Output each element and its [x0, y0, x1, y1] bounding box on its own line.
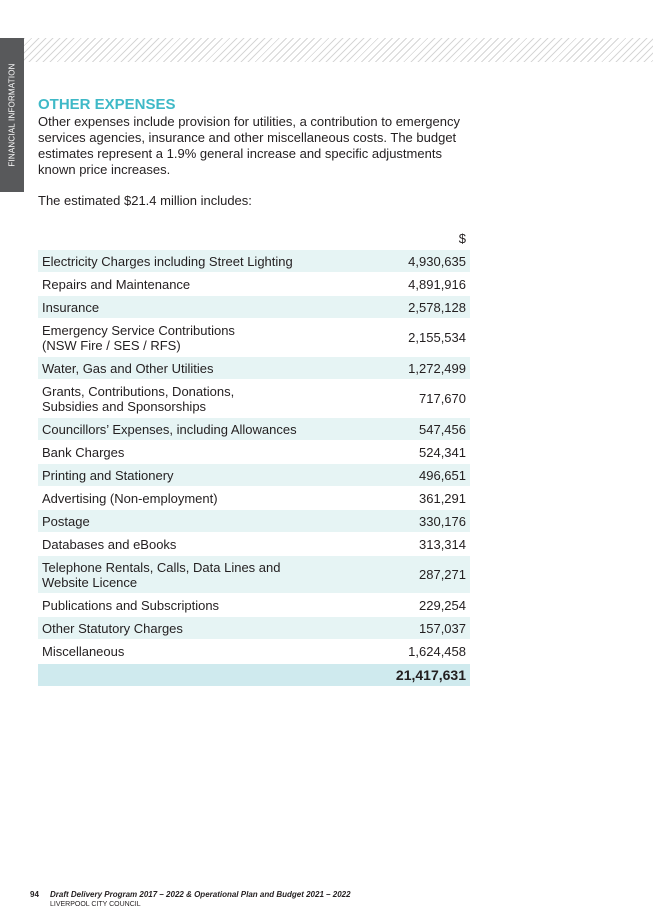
table-row: [38, 418, 470, 441]
side-tab-label: FINANCIAL INFORMATION: [7, 63, 17, 167]
row-value: 4,891,916: [392, 273, 470, 296]
side-section-tab: [0, 38, 24, 192]
row-label: Water, Gas and Other Utilities: [38, 357, 392, 380]
table-row: [38, 533, 470, 556]
table-row: [38, 640, 470, 664]
row-label: Other Statutory Charges: [38, 617, 392, 640]
row-value: 547,456: [392, 418, 470, 441]
table-row: [38, 357, 470, 380]
row-label: Miscellaneous: [38, 640, 392, 664]
row-value: 287,271: [392, 556, 470, 594]
section-title: OTHER EXPENSES: [38, 96, 176, 113]
row-value: 361,291: [392, 487, 470, 510]
table-row: [38, 319, 470, 357]
footer-document-title: Draft Delivery Program 2017 – 2022 & Operational Plan and Budget 2021 – 2022: [50, 890, 351, 899]
table-total-row: [38, 663, 470, 686]
row-label: Printing and Stationery: [38, 464, 392, 487]
row-value: 330,176: [392, 510, 470, 533]
row-label: Publications and Subscriptions: [38, 594, 392, 617]
table-row: [38, 617, 470, 640]
row-value: 2,578,128: [392, 296, 470, 319]
table-row: [38, 594, 470, 617]
row-label: Advertising (Non-employment): [38, 487, 392, 510]
row-value: 313,314: [392, 533, 470, 556]
lead-sentence: The estimated $21.4 million includes:: [38, 193, 252, 208]
header-hatch-band: [24, 38, 653, 62]
table-row: [38, 250, 470, 273]
table-row: [38, 510, 470, 533]
row-value: 229,254: [392, 594, 470, 617]
table-row: [38, 556, 470, 594]
row-label: Emergency Service Contributions (NSW Fire / SES / RFS): [38, 319, 392, 357]
row-label: Databases and eBooks: [38, 533, 392, 556]
page-number: 94: [30, 890, 39, 899]
table-header-row: [38, 227, 470, 250]
table-row: [38, 380, 470, 418]
footer-organisation: LIVERPOOL CITY COUNCIL: [50, 901, 141, 908]
currency-header: $: [458, 230, 466, 246]
table-row: [38, 464, 470, 487]
row-label: Insurance: [38, 296, 392, 319]
row-value: 524,341: [392, 441, 470, 464]
table-row: [38, 273, 470, 296]
row-label: Bank Charges: [38, 441, 392, 464]
table-row: [38, 487, 470, 510]
row-value: 1,272,499: [392, 357, 470, 380]
row-value: 717,670: [392, 380, 470, 418]
row-value: 1,624,458: [392, 640, 470, 664]
row-value: 157,037: [392, 617, 470, 640]
header-spacer: [38, 227, 392, 250]
row-value: 496,651: [392, 464, 470, 487]
row-label: Repairs and Maintenance: [38, 273, 392, 296]
row-value: 4,930,635: [392, 250, 470, 273]
total-label-cell: [38, 663, 392, 686]
table-row: [38, 441, 470, 464]
expenses-table: [38, 227, 470, 686]
row-label: Councillors’ Expenses, including Allowances: [38, 418, 392, 441]
row-label: Grants, Contributions, Donations, Subsidies and Sponsorships: [38, 380, 392, 418]
row-label: Postage: [38, 510, 392, 533]
row-label: Electricity Charges including Street Lighting: [38, 250, 392, 273]
table-row: [38, 296, 470, 319]
total-value: 21,417,631: [392, 663, 470, 686]
row-label: Telephone Rentals, Calls, Data Lines and Website Licence: [38, 556, 392, 594]
row-value: 2,155,534: [392, 319, 470, 357]
intro-paragraph: Other expenses include provision for utilities, a contribution to emergency services agencies, insurance and other miscellaneous costs. The budget estimates represent a 1.9% general increase and specific adjustments known price increases.: [38, 114, 460, 177]
